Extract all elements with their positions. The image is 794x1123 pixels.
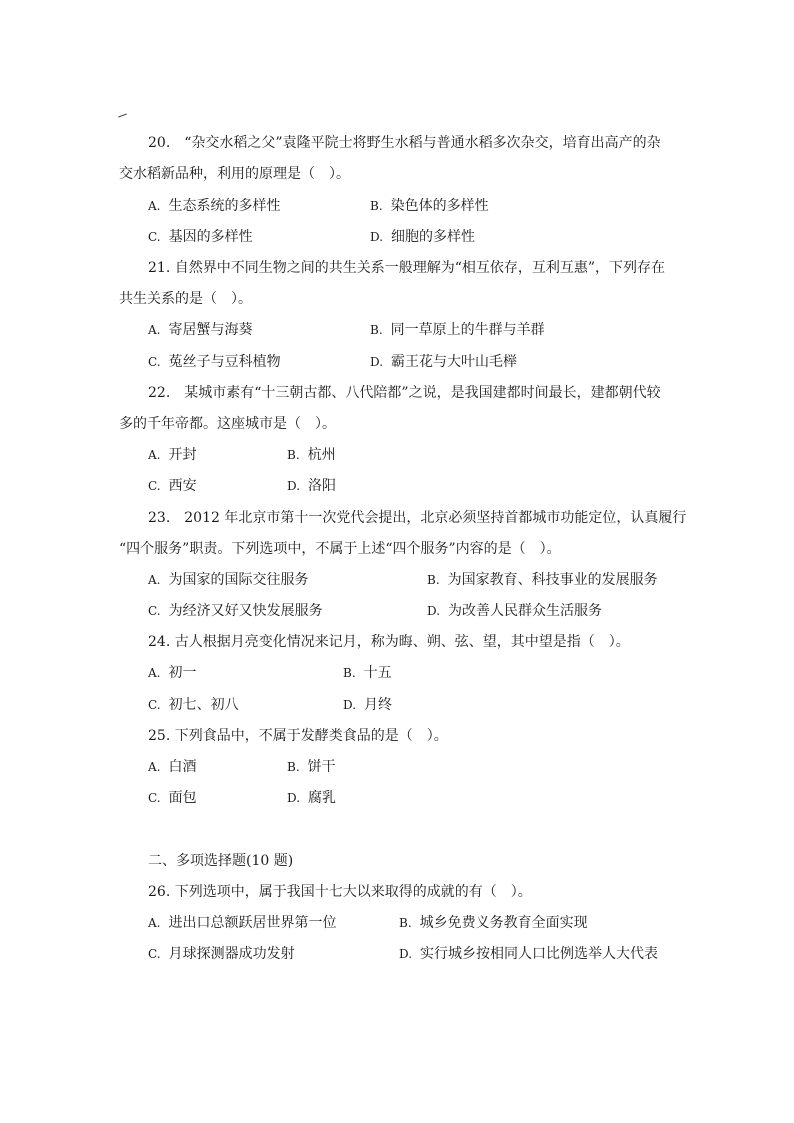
question-23-option-a: A. 为国家的国际交往服务 (148, 572, 309, 588)
question-24-option-a: A. 初一 (148, 665, 197, 681)
question-25-option-d: D. 腐乳 (287, 790, 337, 806)
question-25-option-a: A. 白酒 (148, 759, 197, 775)
question-20-option-b: B. 染色体的多样性 (370, 198, 489, 214)
question-21-option-d: D. 霸王花与大叶山毛榉 (370, 354, 518, 370)
question-23-line-2: “四个服务”职责。下列选项中，不属于上述“四个服务”内容的是（ ）。 (119, 541, 561, 557)
question-26-option-c: C. 月球探测器成功发射 (148, 946, 295, 962)
question-26-option-b: B. 城乡免费义务教育全面实现 (399, 915, 588, 931)
question-22-option-a: A. 开封 (148, 447, 197, 463)
stray-mark (118, 113, 127, 117)
section-heading-multiple-choice: 二、多项选择题(10 题) (148, 853, 294, 869)
question-21-line-2: 共生关系的是（ ）。 (119, 291, 252, 307)
question-26-line-1: 26. 下列选项中，属于我国十七大以来取得的成就的有（ ）。 (148, 884, 532, 900)
question-20-line-1: 20. “杂交水稻之父”袁隆平院士将野生水稻与普通水稻多次杂交，培育出高产的杂 (148, 135, 661, 151)
question-25-line-1: 25. 下列食品中，不属于发酵类食品的是（ ）。 (148, 728, 448, 744)
question-20-line-2: 交水稻新品种，利用的原理是（ ）。 (119, 166, 350, 182)
question-24-option-c: C. 初七、初八 (148, 697, 239, 713)
question-23-option-c: C. 为经济又好又快发展服务 (148, 603, 323, 619)
question-25-option-c: C. 面包 (148, 790, 197, 806)
question-22-line-1: 22. 某城市素有“十三朝古都、八代陪都”之说，是我国建都时间最长，建都朝代较 (148, 385, 661, 401)
question-23-line-1: 23. 2012 年北京市第十一次党代会提出，北京必须坚持首都城市功能定位，认真履行 (148, 510, 687, 526)
question-22-option-b: B. 杭州 (287, 447, 336, 463)
question-20-option-c: C. 基因的多样性 (148, 229, 253, 245)
question-22-option-d: D. 洛阳 (287, 478, 337, 494)
question-21-option-b: B. 同一草原上的牛群与羊群 (370, 322, 545, 338)
question-22-line-2: 多的千年帝都。这座城市是（ ）。 (119, 416, 336, 432)
question-24-option-b: B. 十五 (343, 665, 392, 681)
question-21-option-a: A. 寄居蟹与海葵 (148, 322, 253, 338)
question-23-option-b: B. 为国家教育、科技事业的发展服务 (427, 572, 658, 588)
question-25-option-b: B. 饼干 (287, 759, 336, 775)
question-22-option-c: C. 西安 (148, 478, 197, 494)
question-20-option-a: A. 生态系统的多样性 (148, 198, 281, 214)
question-26-option-d: D. 实行城乡按相同人口比例选举人大代表 (399, 946, 659, 962)
question-20-option-d: D. 细胞的多样性 (370, 229, 476, 245)
question-26-option-a: A. 进出口总额跃居世界第一位 (148, 915, 337, 931)
question-23-option-d: D. 为改善人民群众生活服务 (427, 603, 603, 619)
question-21-line-1: 21. 自然界中不同生物之间的共生关系一般理解为“相互依存，互利互惠”，下列存在 (148, 260, 666, 276)
question-24-option-d: D. 月终 (343, 697, 393, 713)
question-24-line-1: 24. 古人根据月亮变化情况来记月，称为晦、朔、弦、望，其中望是指（ ）。 (148, 634, 630, 650)
question-21-option-c: C. 菟丝子与豆科植物 (148, 354, 281, 370)
